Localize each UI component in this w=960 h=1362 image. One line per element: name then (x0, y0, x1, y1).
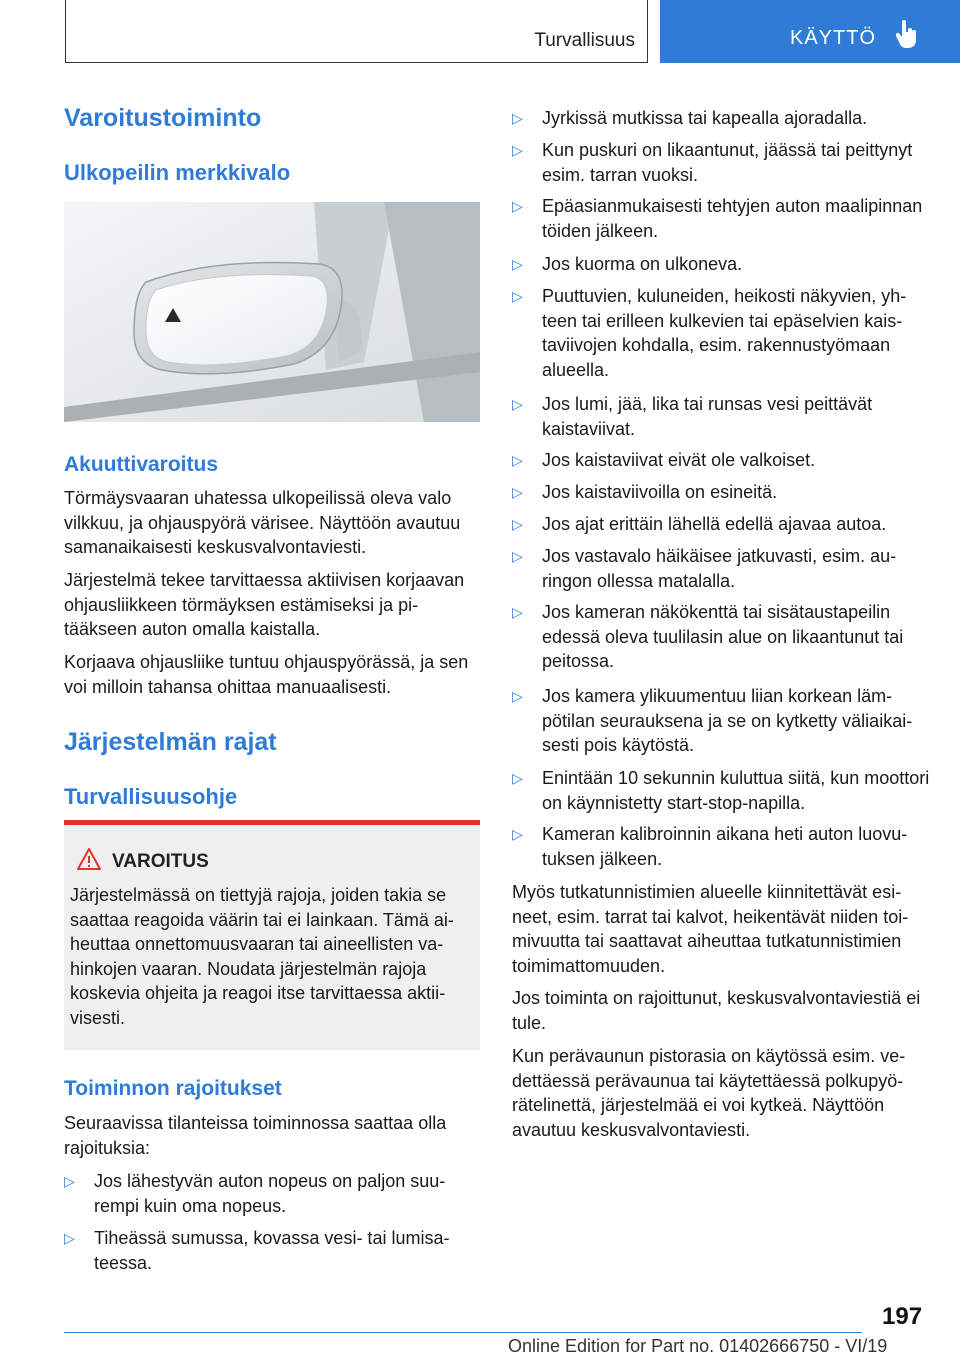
paragraph-rajoitukset-intro: Seuraavissa tilanteissa toiminnossa saattaa olla rajoituksia: (64, 1113, 447, 1158)
list-item-text: Kun puskuri on likaantunut, jäässä tai peittynyt esim. tarran vuoksi. (542, 140, 913, 185)
paragraph-akuutti-3: Korjaava ohjausliike tuntuu ohjauspyörässä, ja sen voi milloin tahansa ohittaa manuaalisesti. (64, 652, 469, 697)
triangle-right-icon: ▷ (512, 110, 523, 126)
paragraph-rajoittunut: Jos toiminta on rajoittunut, keskusvalvontaviestiä ei tule. (512, 988, 921, 1033)
list-item-text: Jos kameran näkökenttä tai sisätaustapeilin edessä oleva tuulilasin alue on likaantunut tai peitossa. (542, 602, 904, 671)
triangle-right-icon: ▷ (512, 826, 523, 842)
triangle-right-icon: ▷ (64, 1230, 75, 1246)
triangle-right-icon: ▷ (512, 396, 523, 412)
side-mirror-drawing (64, 202, 480, 422)
heading-jarjestelman-rajat: Järjestelmän rajat (64, 728, 277, 756)
page-number: 197 (882, 1303, 923, 1330)
heading-ulkopeilin-merkkivalo: Ulkopeilin merkkivalo (64, 160, 291, 185)
hand-pointer-icon (896, 20, 918, 50)
header-section-box (65, 0, 648, 63)
list-item-text: Jos vastavalo häikäisee jatkuvasti, esim. auringon ollessa matalalla. (542, 546, 897, 591)
list-item-text: Jos kaistaviivoilla on esineitä. (542, 482, 778, 502)
side-mirror-illustration (64, 202, 480, 422)
triangle-right-icon: ▷ (512, 548, 523, 564)
list-item-text: Jos ajat erittäin lähellä edellä ajavaa autoa. (542, 514, 887, 534)
triangle-right-icon: ▷ (512, 770, 523, 786)
list-item-text: Jos kaistaviivat eivät ole valkoiset. (542, 450, 816, 470)
warning-title: VAROITUS (112, 851, 209, 872)
paragraph-akuutti-1: Törmäysvaaran uhatessa ulkopeilissä oleva valo vilkkuu, ja ohjauspyörä värisee. Näyttöön avautuu samanaikaisesti keskusvalvontaviesti. (64, 488, 461, 557)
list-item-text: Jos lähestyvän auton nopeus on paljon suurempi kuin oma nopeus. (94, 1171, 446, 1216)
heading-toiminnon-rajoitukset: Toiminnon rajoitukset (64, 1077, 282, 1100)
list-item-text: Jos kamera ylikuumentuu liian korkean lämpötilan seurauksena ja se on kytketty väliaikaisesti pois käytöstä. (542, 686, 913, 755)
triangle-right-icon: ▷ (512, 604, 523, 620)
list-item-text: Jos kuorma on ulkoneva. (542, 254, 743, 274)
list-item-text: Tiheässä sumussa, kovassa vesi- tai lumisateessa. (94, 1228, 450, 1273)
triangle-right-icon: ▷ (512, 256, 523, 272)
heading-akuuttivaroitus: Akuuttivaroitus (64, 453, 219, 476)
warning-text: Järjestelmässä on tiettyjä rajoja, joiden takia se saattaa reagoida väärin tai ei lainkaan. Tämä aiheuttaa onnettomuusvaaran tai aineellisten vahinkojen vaaran. Noudata järjestelmän rajoja koskevia ohjeita ja reagoi itse tarvittaessa aktiivisesti. (70, 885, 454, 1028)
triangle-right-icon: ▷ (512, 516, 523, 532)
list-item (64, 1226, 482, 1276)
triangle-right-icon: ▷ (512, 142, 523, 158)
header-chapter-tab (660, 0, 960, 63)
triangle-right-icon: ▷ (512, 484, 523, 500)
footer-rule (64, 1332, 862, 1333)
warning-triangle-icon (76, 847, 102, 871)
list-item-text: Jyrkissä mutkissa tai kapealla ajoradalla. (542, 108, 868, 128)
list-item-text: Enintään 10 sekunnin kuluttua siitä, kun moottori on käynnistetty start-stop-napilla. (542, 768, 930, 813)
heading-turvallisuusohje: Turvallisuusohje (64, 784, 238, 809)
heading-varoitustoiminto: Varoitustoiminto (64, 104, 262, 132)
triangle-right-icon: ▷ (64, 1173, 75, 1189)
list-item-text: Puuttuvien, kuluneiden, heikosti näkyvien, yhteen tai erilleen kulkevien tai epäselvien kaistaviivojen kohdalla, esim. rakennustyömaan alueella. (542, 286, 907, 380)
list-item-text: Jos lumi, jää, lika tai runsas vesi peittävät kaistaviivat. (542, 394, 873, 439)
warning-box (64, 820, 480, 1050)
paragraph-tutka: Myös tutkatunnistimien alueelle kiinnitettävät esineet, esim. tarrat tai kalvot, heikentävät niiden toimivuutta tai saattavat aiheuttaa tutkatunnistimien toimimattomuuden. (512, 882, 909, 976)
header-chapter-title: KÄYTTÖ (790, 27, 877, 49)
triangle-right-icon: ▷ (512, 288, 523, 304)
header-section-title: Turvallisuus (534, 30, 635, 51)
footer-edition: Online Edition for Part no. 01402666750 - VI/19 (508, 1336, 888, 1356)
list-item-text: Kameran kalibroinnin aikana heti auton luovutuksen jälkeen. (542, 824, 908, 869)
paragraph-peravaunu: Kun perävaunun pistorasia on käytössä esim. vedettäessä perävaunua tai käytettäessä polkupyörätelinettä, järjestelmää ei voi kytkeä. Näyttöön avautuu keskusvalvontaviesti. (512, 1046, 906, 1140)
triangle-right-icon: ▷ (512, 688, 523, 704)
triangle-right-icon: ▷ (512, 198, 523, 214)
paragraph-akuutti-2: Järjestelmä tekee tarvittaessa aktiivisen korjaavan ohjausliikkeen törmäyksen estämiseksi ja pitääkseen auton omalla kaistalla. (64, 570, 465, 639)
list-item (64, 1169, 482, 1219)
triangle-right-icon: ▷ (512, 452, 523, 468)
list-item-text: Epäasianmukaisesti tehtyjen auton maalipinnan töiden jälkeen. (542, 196, 923, 241)
